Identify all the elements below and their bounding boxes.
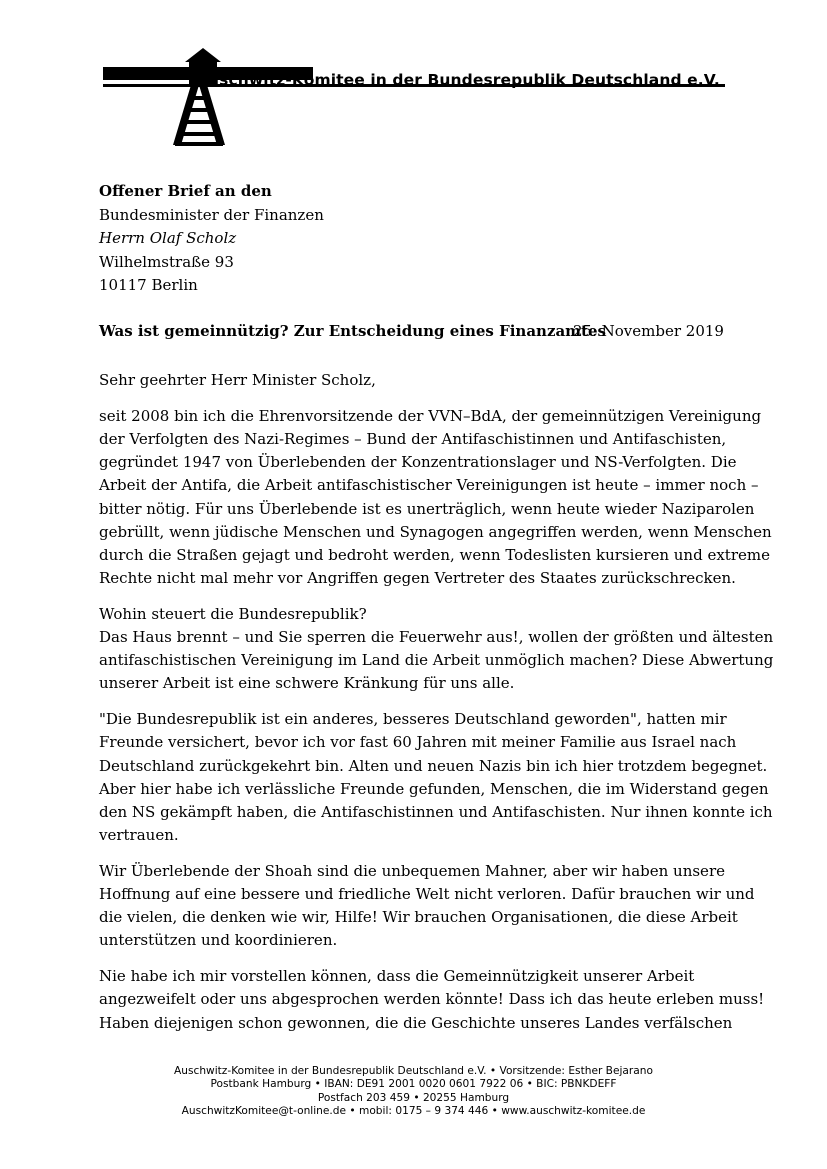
text-line: Wohin steuert die Bundesrepublik? bbox=[99, 604, 367, 623]
text-line: Das Haus brennt – und Sie sperren die Feuerwehr aus!, wollen der größten und ältesten bbox=[99, 628, 774, 647]
text-line: Wir Überlebende der Shoah sind die unbequemen Mahner, aber wir haben unsere bbox=[99, 861, 725, 880]
text-line: Deutschland zurückgekehrt bin. Alten und neuen Nazis bin ich hier trotzdem begegnet. bbox=[99, 756, 768, 775]
letter-heading: Offener Brief an den bbox=[99, 182, 272, 200]
salutation: Sehr geehrter Herr Minister Scholz, bbox=[99, 371, 376, 389]
paragraph-1 bbox=[99, 405, 772, 591]
text-line: der Verfolgten des Nazi-Regimes – Bund der Antifaschistinnen und Antifaschisten, bbox=[99, 429, 727, 448]
text-line: Haben diejenigen schon gewonnen, die die Geschichte unseres Landes verfälschen bbox=[99, 1013, 733, 1032]
subject-title: Was ist gemeinnützig? Zur Entscheidung eines Finanzamtes bbox=[99, 322, 606, 340]
text-line: antifaschistischen Vereinigung im Land die Arbeit unmöglich machen? Diese Abwertung bbox=[99, 651, 774, 670]
text-line: unserer Arbeit ist eine schwere Kränkung für uns alle. bbox=[99, 674, 515, 693]
text-line: vertrauen. bbox=[99, 826, 179, 845]
paragraph-2 bbox=[99, 603, 774, 696]
text-line: unterstützen und koordinieren. bbox=[99, 931, 338, 950]
text-line: bitter nötig. Für uns Überlebende ist es unerträglich, wenn heute wieder Naziparolen bbox=[99, 499, 755, 518]
text-line: gebrüllt, wenn jüdische Menschen und Synagogen angegriffen werden, wenn Menschen bbox=[99, 522, 772, 541]
text-line: den NS gekämpft haben, die Antifaschistinnen und Antifaschisten. Nur ihnen konnte ich bbox=[99, 802, 773, 821]
text-line: Arbeit der Antifa, die Arbeit antifaschistischer Vereinigungen ist heute – immer noch – bbox=[99, 476, 759, 495]
paragraph-4 bbox=[99, 860, 755, 953]
subject-line bbox=[99, 322, 724, 340]
text-line: Aber hier habe ich verlässliche Freunde gefunden, Menschen, die im Widerstand gegen bbox=[99, 779, 769, 798]
footer-postbox-line: Postfach 203 459 • 20255 Hamburg bbox=[317, 1091, 510, 1104]
footer-contact-line: AuschwitzKomitee@t-online.de • mobil: 0175 – 9 374 446 • www.auschwitz-komitee.de bbox=[181, 1105, 646, 1118]
footer-org-line: Auschwitz-Komitee in der Bundesrepublik Deutschland e.V. • Vorsitzende: Esther Bejarano bbox=[174, 1065, 653, 1077]
letter-date: 25. November 2019 bbox=[573, 322, 724, 340]
text-line: seit 2008 bin ich die Ehrenvorsitzende der VVN–BdA, der gemeinnützigen Vereinigung bbox=[99, 406, 762, 425]
text-line: durch die Straßen gejagt und bedroht werden, wenn Todeslisten kursieren und extreme bbox=[99, 545, 770, 564]
paragraph-5 bbox=[99, 965, 765, 1035]
text-line: "Die Bundesrepublik ist ein anderes, besseres Deutschland geworden", hatten mir bbox=[99, 710, 727, 729]
recipient-city: 10117 Berlin bbox=[99, 276, 198, 294]
paragraph-3 bbox=[99, 708, 773, 847]
text-line: angezweifelt oder uns abgesprochen werden könnte! Dass ich das heute erleben muss! bbox=[99, 990, 765, 1009]
text-line: Hoffnung auf eine bessere und friedliche Welt nicht verloren. Dafür brauchen wir und bbox=[99, 885, 755, 904]
text-line: Nie habe ich mir vorstellen können, dass die Gemeinnützigkeit unserer Arbeit bbox=[99, 967, 695, 986]
letter-footer bbox=[0, 1065, 827, 1119]
footer-bank-line: Postbank Hamburg • IBAN: DE91 2001 0020 0601 7922 06 • BIC: PBNKDEFF bbox=[210, 1078, 617, 1091]
recipient-street: Wilhelmstraße 93 bbox=[99, 252, 234, 271]
recipient-line1: Bundesminister der Finanzen bbox=[99, 205, 324, 224]
auschwitz-tower-logo-icon bbox=[103, 48, 733, 148]
recipient-name: Herrn Olaf Scholz bbox=[99, 229, 237, 247]
text-line: die vielen, die denken wie wir, Hilfe! Wir brauchen Organisationen, die diese Arbeit bbox=[99, 908, 738, 927]
recipient-address bbox=[99, 180, 324, 298]
letterhead-org-name: uschwitz-Komitee in der Bundesrepublik Deutschland e.V. bbox=[208, 71, 720, 89]
letter-body bbox=[99, 369, 774, 1047]
text-line: Freunde versichert, bevor ich vor fast 60 Jahren mit meiner Familie aus Israel nach bbox=[99, 733, 737, 752]
text-line: gegründet 1947 von Überlebenden der Konzentrationslager und NS-Verfolgten. Die bbox=[99, 453, 737, 472]
text-line: Rechte nicht mal mehr vor Angriffen gegen Vertreter des Staates zurückschrecken. bbox=[99, 569, 736, 588]
